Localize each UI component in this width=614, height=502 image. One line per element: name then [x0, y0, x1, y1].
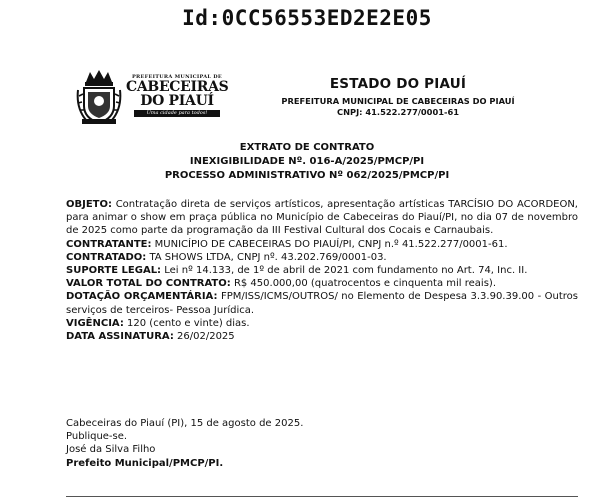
- logo-wordmark: [126, 66, 228, 128]
- clause-text: 120 (cento e vinte) dias.: [123, 317, 250, 329]
- logo-name-line2: DO PIAUÍ: [140, 93, 214, 109]
- state-name: ESTADO DO PIAUÍ: [329, 76, 467, 92]
- bottom-divider: [66, 496, 578, 497]
- signature-block: [66, 417, 578, 470]
- clause-label: OBJETO:: [66, 199, 112, 210]
- coat-of-arms-icon: [76, 68, 122, 126]
- clause-text: Contratação direta de serviços artísticos, apresentação artísticas TARCÍSIO DO ACORDEON, para animar o show em praça pública no Município de Cabeceiras do Piauí/PI, no dia 07 de novembro de 2025 como parte da programação da III Festival Cultural dos Cocais e Carnaubais.: [66, 199, 578, 237]
- clause-text: TA SHOWS LTDA, CNPJ nº. 43.202.769/0001-03.: [146, 251, 387, 263]
- contract-clauses: [66, 198, 578, 343]
- clause-label: VALOR TOTAL DO CONTRATO:: [66, 278, 231, 290]
- clause-label: DOTAÇÃO ORÇAMENTÁRIA:: [66, 291, 218, 303]
- clause-suporte-legal: [66, 264, 578, 277]
- prefecture-logo: [76, 66, 228, 128]
- logo-name-line1: CABECEIRAS: [126, 79, 229, 95]
- clause-label: DATA ASSINATURA:: [66, 331, 174, 343]
- clause-label: CONTRATADO:: [66, 251, 147, 263]
- clause-contratado: [66, 251, 578, 264]
- clause-text: FPM/ISS/ICMS/OUTROS/ no Elemento de Despesa 3.3.90.39.00 - Outros serviços de terceiros- Pessoa Jurídica.: [66, 291, 578, 316]
- clause-contratante: [66, 238, 578, 251]
- title-line2: INEXIGIBILIDADE Nº. 016-A/2025/PMCP/PI: [189, 156, 425, 167]
- signer-name: José da Silva Filho: [66, 444, 156, 456]
- clause-text: R$ 450.000,00 (quatrocentos e cinquenta mil reais).: [230, 278, 496, 290]
- signer-role: [66, 457, 578, 470]
- publish-note: Publique-se.: [66, 431, 128, 443]
- clause-objeto: [66, 198, 578, 238]
- document-id: Id:0CC56553ED2E2E05: [182, 6, 432, 30]
- clause-vigencia: [66, 317, 578, 330]
- logo-tagline: Uma cidade para todos!: [134, 110, 220, 117]
- clause-data-assinatura: [66, 330, 578, 343]
- title-line1: EXTRATO DE CONTRATO: [239, 142, 375, 153]
- clause-dotacao: [66, 290, 578, 316]
- title-line3: PROCESSO ADMINISTRATIVO Nº 062/2025/PMCP/PI: [164, 170, 450, 181]
- letterhead: [248, 76, 548, 117]
- prefecture-cnpj: CNPJ: 41.522.277/0001-61: [336, 107, 459, 117]
- clause-text: Lei nº 14.133, de 1º de abril de 2021 com fundamento no Art. 74, Inc. II.: [161, 265, 528, 277]
- clause-label: CONTRATANTE:: [66, 238, 152, 250]
- clause-label: VIGÊNCIA:: [66, 317, 124, 329]
- signer-role-text: Prefeito Municipal/PMCP/PI.: [66, 457, 224, 469]
- prefecture-name: PREFEITURA MUNICIPAL DE CABECEIRAS DO PIAUÍ: [281, 96, 515, 106]
- document-title: [0, 141, 614, 183]
- clause-text: 26/02/2025: [173, 331, 235, 343]
- clause-text: MUNICÍPIO DE CABECEIRAS DO PIAUÍ/PI, CNPJ n.º 41.522.277/0001-61.: [151, 238, 508, 250]
- place-date: Cabeceiras do Piauí (PI), 15 de agosto de 2025.: [66, 418, 304, 429]
- clause-valor-total: [66, 277, 578, 290]
- logo-top-line: PREFEITURA MUNICIPAL DE: [132, 74, 222, 80]
- clause-label: SUPORTE LEGAL:: [66, 265, 162, 277]
